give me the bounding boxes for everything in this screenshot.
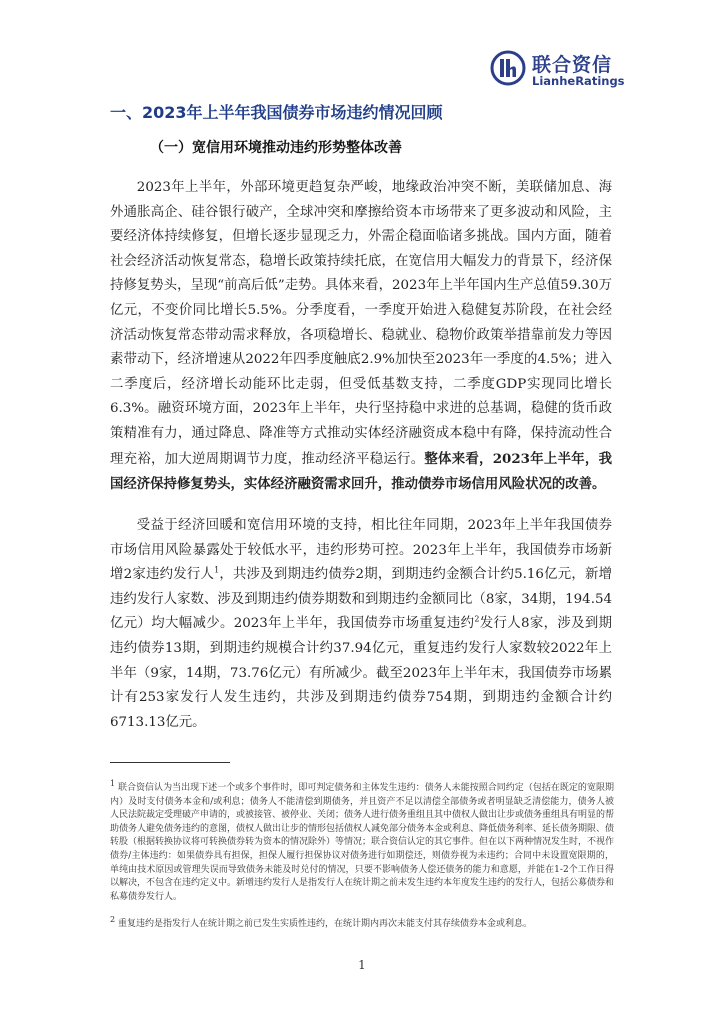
subsection-title: （一）宽信用环境推动违约形势整体改善 — [150, 140, 402, 156]
paragraph-2-part-3: 发行人8家，涉及到期违约债券13期，到期违约规模合计约37.94亿元，重复违约发行人家数较2022年上半年（9家，14期，73.76亿元）有所减少。截至2023年上半年末，我国债券市场累计有253家发行人发生违约，共涉及到期违约债券754期，到期违约金额合计约6713.13亿元。 — [110, 616, 613, 730]
footnote-ref-1[interactable]: 1 — [214, 565, 220, 575]
footnote-1-mark: 1 — [110, 779, 116, 788]
footnote-2-mark: 2 — [110, 915, 116, 924]
paragraph-1-text: 2023年上半年，外部环境更趋复杂严峻，地缘政治冲突不断，美联储加息、海外通胀高企、硅谷银行破产，全球冲突和摩擦给资本市场带来了更多波动和风险，主要经济体持续修复，但增长逐步显现乏力，外需企稳面临诸多挑战。国内方面，随着社会经济活动恢复常态，稳增长政策持续托底，在宽信用大幅发力的背景下，经济保持修复势头，呈现“前高后低”走势。具体来看，2023年上半年国内生产总值59.30万亿元，不变价同比增长5.5%。分季度看，一季度开始进入稳健复苏阶段，在社会经济活动恢复常态带动需求释放，各项稳增长、稳就业、稳物价政策举措靠前发力等因素带动下，经济增速从2022年四季度触底2.9%加快至2023年一季度的4.5%；进入二季度后，经济增长动能环比走弱，但受低基数支持，二季度GDP实现同比增长6.3%。融资环境方面，2023年上半年，央行坚持稳中求进的总基调，稳健的货币政策精准有力，通过降息、降准等方式推动实体经济融资成本稳中有降，保持流动性合理充裕，加大逆周期调节力度，推动经济平稳运行。 — [110, 180, 612, 467]
paragraph-1-conclusion: 整体来看，2023年上半年，我国经济保持修复势头，实体经济融资需求回升，推动债券市场信用风险状况的改善。 — [110, 450, 612, 493]
footnote-1-text: 联合资信认为当出现下述一个或多个事件时，即可判定债务和主体发生违约：债务人未能按照合同约定（包括在既定的宽限期内）及时支付债务本金和/或利息；债务人不能清偿到期债务，并且资产不足以清偿全部债务或者明显缺乏清偿能力，债务人被人民法院裁定受理破产申请的，或被接管、被停业、关闭；债务人进行债务重组且其中债权人做出让步或债务重组具有明显的帮助债务人避免债务违约的意图，债权人做出让步的情形包括债权人减免部分债务本金或利息、降低债务利率、延长债务期限、债转股（根据转换协议将可转换债券转为资本的情况除外）等情况；联合资信认定的其它事件。但在以下两种情况发生时，不视作债券/主体违约：如果债券具有担保，担保人履行担保协议对债务进行如期偿还，则债券视为未违约；合同中未设置宽限期的，单纯由技术原因或管理失误而导致债务未能及时兑付的情况，只要不影响债务人偿还债务的能力和意愿，并能在1-2个工作日得以解决，不包含在违约定义中。新增违约发行人是指发行人在统计期之前未发生违约本年度发生违约的发行人，包括公募债券和私募债券发行人。 — [110, 783, 615, 902]
brand-name-cn: 联合资信 — [532, 54, 613, 76]
footnote-2-text: 重复违约是指发行人在统计期之前已发生实质性违约，在统计期内再次未能支付其存续债券本金或利息。 — [117, 919, 532, 929]
brand-name-en: LianheRatings — [532, 74, 625, 88]
footnote-divider — [110, 762, 230, 763]
paragraph-2-part-2: ，共涉及到期违约债券2期，到期违约金额合计约5.16亿元，新增违约发行人家数、涉及到期违约债券期数和到期违约金额同比（8家，34期，194.54亿元）均大幅减少。2023年上半年，我国债券市场重复违约 — [110, 567, 612, 632]
paragraph-2 — [110, 514, 612, 735]
company-logo — [488, 48, 628, 90]
footnote-2 — [110, 915, 614, 932]
page-number: 1 — [358, 958, 366, 972]
footnote-1 — [110, 779, 615, 904]
paragraph-1 — [110, 176, 612, 498]
paragraph-2-part-1: 受益于经济回暖和宽信用环境的支持，相比往年同期，2023年上半年我国债券市场信用风险暴露处于较低水平，违约形势可控。2023年上半年，我国债券市场新增2家违约发行人 — [110, 518, 612, 583]
footnote-ref-2[interactable]: 2 — [474, 614, 480, 624]
lianhe-logo-icon — [490, 50, 526, 86]
section-title: 一、2023年上半年我国债券市场违约情况回顾 — [110, 103, 443, 122]
